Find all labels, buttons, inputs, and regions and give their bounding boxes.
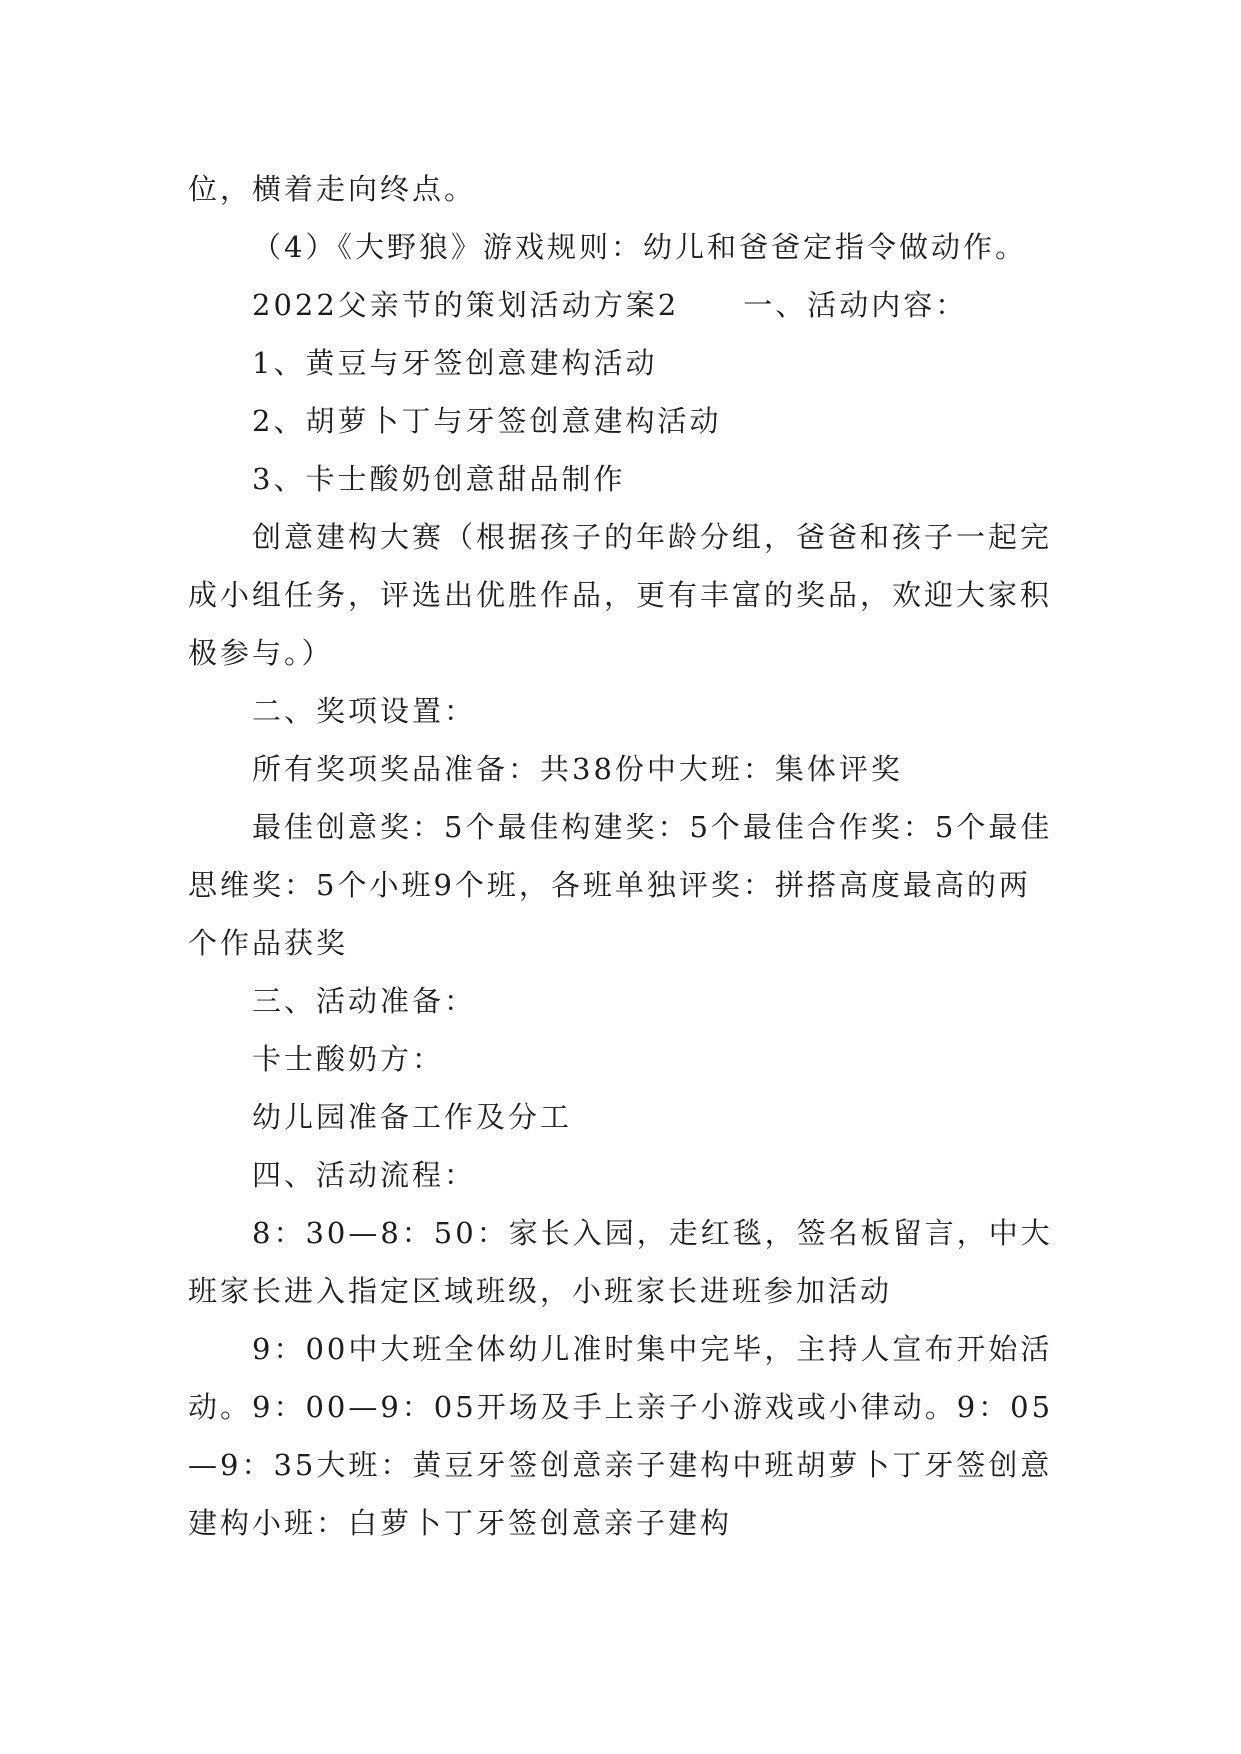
- paragraph-9: 所有奖项奖品准备：共38份中大班：集体评奖: [252, 752, 903, 786]
- paragraph-10: 最佳创意奖：5个最佳构建奖：5个最佳合作奖：5个最佳思维奖：5个小班9个班，各班单独评奖：拼搭高度最高的两个作品获奖: [188, 810, 1053, 960]
- paragraph-12: 卡士酸奶方：: [252, 1042, 445, 1076]
- paragraph-3: 2022父亲节的策划活动方案2 一、活动内容：: [252, 288, 968, 322]
- paragraph-1: 位，横着走向终点。: [188, 172, 477, 206]
- paragraph-16: 9：00中大班全体幼儿准时集中完毕，主持人宣布开始活动。9：00—9：05开场及手上亲子小游戏或小律动。9：05—9：35大班：黄豆牙签创意亲子建构中班胡萝卜丁牙签创意建构小班：白萝卜丁牙签创意亲子建构: [188, 1332, 1054, 1540]
- paragraph-2: （4）《大野狼》游戏规则：幼儿和爸爸定指令做动作。: [252, 230, 1027, 264]
- paragraph-11: 三、活动准备：: [252, 984, 477, 1018]
- paragraph-8: 二、奖项设置：: [252, 694, 477, 728]
- paragraph-6: 3、卡士酸奶创意甜品制作: [252, 462, 626, 496]
- document-body: [188, 160, 1058, 1552]
- paragraph-5: 2、胡萝卜丁与牙签创意建构活动: [252, 404, 722, 438]
- paragraph-14: 四、活动流程：: [252, 1158, 477, 1192]
- paragraph-4: 1、黄豆与牙签创意建构活动: [252, 346, 658, 380]
- paragraph-7: 创意建构大赛（根据孩子的年龄分组，爸爸和孩子一起完成小组任务，评选出优胜作品，更有丰富的奖品，欢迎大家积极参与。）: [188, 520, 1053, 670]
- paragraph-13: 幼儿园准备工作及分工: [252, 1100, 573, 1134]
- paragraph-15: 8：30—8：50：家长入园，走红毯，签名板留言，中大班家长进入指定区域班级，小班家长进班参加活动: [188, 1216, 1053, 1308]
